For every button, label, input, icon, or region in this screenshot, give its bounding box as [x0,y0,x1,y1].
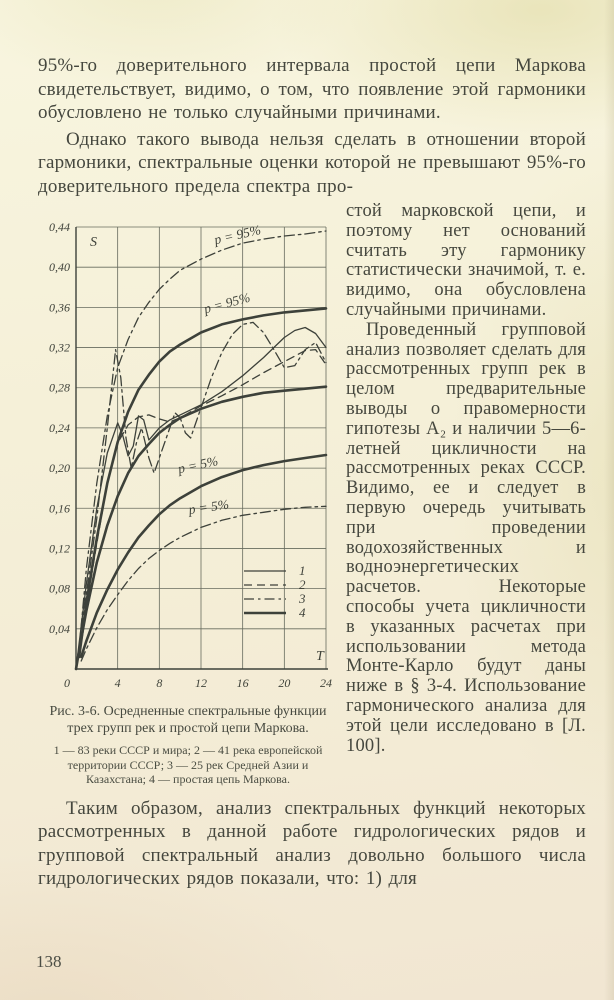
svg-text:0: 0 [64,676,70,690]
svg-text:3: 3 [299,591,306,606]
svg-text:12: 12 [195,676,207,690]
right-text-column [346,202,586,756]
svg-text:p = 5%: p = 5% [187,496,230,518]
svg-text:20: 20 [278,676,291,690]
figure-caption-legend: 1 — 83 реки СССР и мира; 2 — 41 река европейской территории СССР; 3 — 25 рек Средней Азии и Казахстана; 4 — простая цепь Маркова. [53,743,323,786]
svg-text:0,32: 0,32 [49,340,70,355]
svg-text:0,12: 0,12 [49,541,70,556]
spectral-functions-chart [40,214,336,694]
figure-and-column-row [38,202,586,787]
svg-text:1: 1 [299,563,306,578]
svg-text:0,24: 0,24 [49,420,70,435]
svg-text:2: 2 [299,577,306,592]
svg-text:4: 4 [114,676,121,690]
svg-text:p = 5%: p = 5% [176,453,220,477]
svg-text:24: 24 [320,676,332,690]
svg-text:0,16: 0,16 [49,501,70,516]
svg-text:0,40: 0,40 [49,260,70,275]
svg-text:16: 16 [236,676,249,690]
paragraph-2-intro: Однако такого вывода нельзя сделать в отношении второй гармоники, спектральные оценки которой не превышают 95%-го доверительного предела спектра про- [38,128,586,197]
figure-caption: Рис. 3-6. Осредненные спектральные функции трех групп рек и простой цепи Маркова. [49,704,327,736]
svg-text:0,20: 0,20 [49,461,70,476]
figure-3-6 [40,202,336,787]
paragraph-1: 95%-го доверительного интервала простой цепи Маркова свидетельствует, видимо, о том, что появление этой гармоники обусловлено не только случайными причинами. [38,55,586,123]
paragraph-3: Проведенный групповой анализ позволяет сделать для рассмотренных групп рек в целом предварительные выводы о правомерности гипотезы A₂ и наличии 5—6-летней цикличности на рассмотренных реках СССР. Видимо, ее и следует в первую очередь учитывать при проведении водохозяйственных и водноэнергетических расчетов. Некоторые способы учета цикличности в указанных расчетах при использовании метода Монте-Карло будут даны ниже в § 3-4. Использование гармонического анализа для этой цели исследовано в [Л. 100]. [346,319,586,756]
svg-text:0,44: 0,44 [49,220,70,234]
svg-text:8: 8 [156,676,163,690]
svg-text:4: 4 [299,605,306,620]
figure-caption-block [40,703,336,787]
paragraph-2-continuation: стой марковской цепи, и поэтому нет оснований считать эту гармонику статистически значимой, т. е. видимо, она обусловлена случайными причинами. [346,201,586,320]
svg-text:0,36: 0,36 [49,300,70,315]
svg-text:S: S [90,235,97,250]
svg-text:T: T [316,649,324,664]
paragraph-4: Таким образом, анализ спектральных функций некоторых рассмотренных в данной работе гидрологических рядов и групповой спектральный анализ довольно большого числа гидрологических рядов показали, что: 1) для [38,797,586,889]
svg-text:0,08: 0,08 [49,581,70,596]
svg-text:0,28: 0,28 [49,380,70,395]
page-number: 138 [36,952,62,971]
svg-text:0,04: 0,04 [49,621,70,636]
svg-text:p = 95%: p = 95% [202,289,252,317]
svg-text:p = 95%: p = 95% [212,222,263,248]
